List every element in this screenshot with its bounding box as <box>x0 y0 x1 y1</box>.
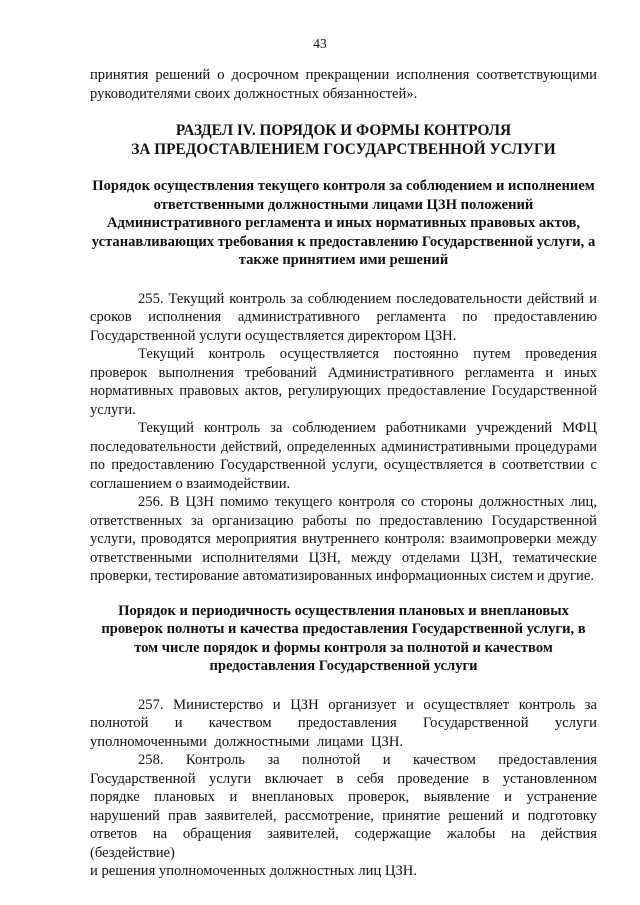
subheading-inspections: Порядок и периодичность осуществления плановых и внеплановых проверок полноты и качества предоставления Государственной услуги, в том числе порядок и формы контроля за полнотой и качеством предоставления Государственной услуги <box>101 602 586 674</box>
section-heading-line-2: ЗА ПРЕДОСТАВЛЕНИЕМ ГОСУДАРСТВЕННОЙ УСЛУГИ <box>131 141 556 158</box>
paragraph-256: 256. В ЦЗН помимо текущего контроля со стороны должностных лиц, ответственных за организацию работы по предоставлению Государственной услуги, проводятся мероприятия внутреннего контроля: взаимопроверки между ответственными исполнителями ЦЗН, между отделами ЦЗН, тематические проверки, тестирование автоматизированных информационных систем и другие. <box>90 494 597 584</box>
subheading-current-control: Порядок осуществления текущего контроля за соблюдением и исполнением ответственными должностными лицами ЦЗН положений Административного регламента и иных нормативных правовых актов, устанавливающих требования к предоставлению Государственной услуги, а также принятием ими решений <box>91 178 596 268</box>
continuation-paragraph: принятия решений о досрочном прекращении исполнения соответствующими руководителями своих должностных обязанностей». <box>90 67 597 102</box>
paragraph-current-control-frequency: Текущий контроль осуществляется постоянно путем проведения проверок выполнения требований Административного регламента и иных нормативных правовых актов, регулирующих предоставление Государственной услуги. <box>90 346 597 418</box>
paragraph-255: 255. Текущий контроль за соблюдением последовательности действий и сроков исполнения административного регламента по предоставлению Государственной услуги осуществляется директором ЦЗН. <box>90 290 597 344</box>
paragraph-mfc-control: Текущий контроль за соблюдением работниками учреждений МФЦ последовательности действий, определенных административными процедурами по предоставлению Государственной услуги, осуществляется в соответствии с соглашением о взаимодействии. <box>90 420 597 492</box>
section-heading-line-1: РАЗДЕЛ IV. ПОРЯДОК И ФОРМЫ КОНТРОЛЯ <box>175 122 512 139</box>
inspections-section <box>90 696 597 881</box>
paragraph-258: 258. Контроль за полнотой и качеством предоставления Государственной услуги включает в себя проведение в установленном порядке плановых и внеплановых проверок, выявление и устранение нарушений прав заявителей, рассмотрение, принятие решений и подготовку ответов на обращения заявителей, содержащие жалобы на действия (бездействие) <box>90 752 597 861</box>
current-control-section <box>90 290 597 586</box>
page-number: 43 <box>313 36 327 51</box>
paragraph-258-final-line: и решения уполномоченных должностных лиц ЦЗН. <box>90 863 417 879</box>
section-heading <box>90 121 597 159</box>
document-body <box>90 66 597 881</box>
paragraph-257: 257. Министерство и ЦЗН организует и осуществляет контроль за полнотой и качеством предоставления Государственной услуги уполномоченными должностными лицами ЦЗН. <box>90 696 597 750</box>
